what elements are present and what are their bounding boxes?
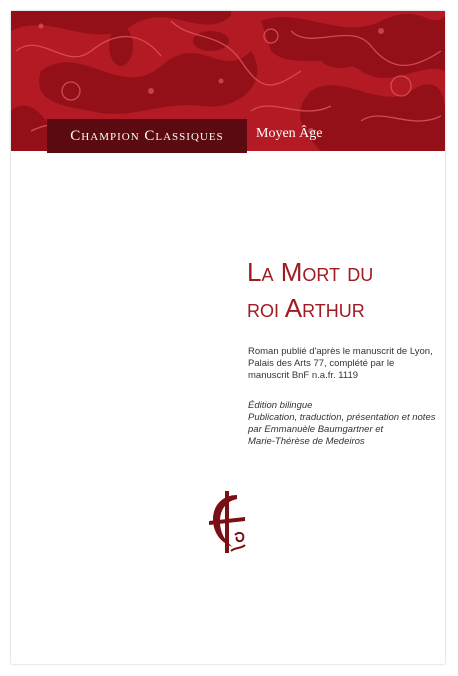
description-line: manuscrit BnF n.a.fr. 1119: [248, 370, 359, 381]
series-period: Moyen Âge: [256, 126, 323, 141]
series-name: Champion Classiques: [70, 127, 224, 144]
description-line: Palais des Arts 77, complété par le: [248, 358, 395, 369]
series-label-box: [47, 119, 247, 153]
description-line: Roman publié d'après le manuscrit de Lyon,: [248, 346, 433, 357]
edition-credits: [248, 400, 443, 448]
book-title-line: La Mort du: [247, 257, 374, 287]
book-title: [247, 254, 437, 326]
edition-line: Marie-Thérèse de Medeiros: [248, 436, 365, 447]
book-title-line: roi Arthur: [247, 293, 365, 323]
edition-line: Publication, traduction, présentation et notes: [248, 412, 436, 423]
champion-monogram-icon: [205, 491, 249, 560]
book-cover: [11, 11, 445, 664]
edition-line: Édition bilingue: [248, 400, 313, 411]
edition-line: par Emmanuèle Baumgartner et: [248, 424, 384, 435]
book-description: [248, 346, 443, 382]
